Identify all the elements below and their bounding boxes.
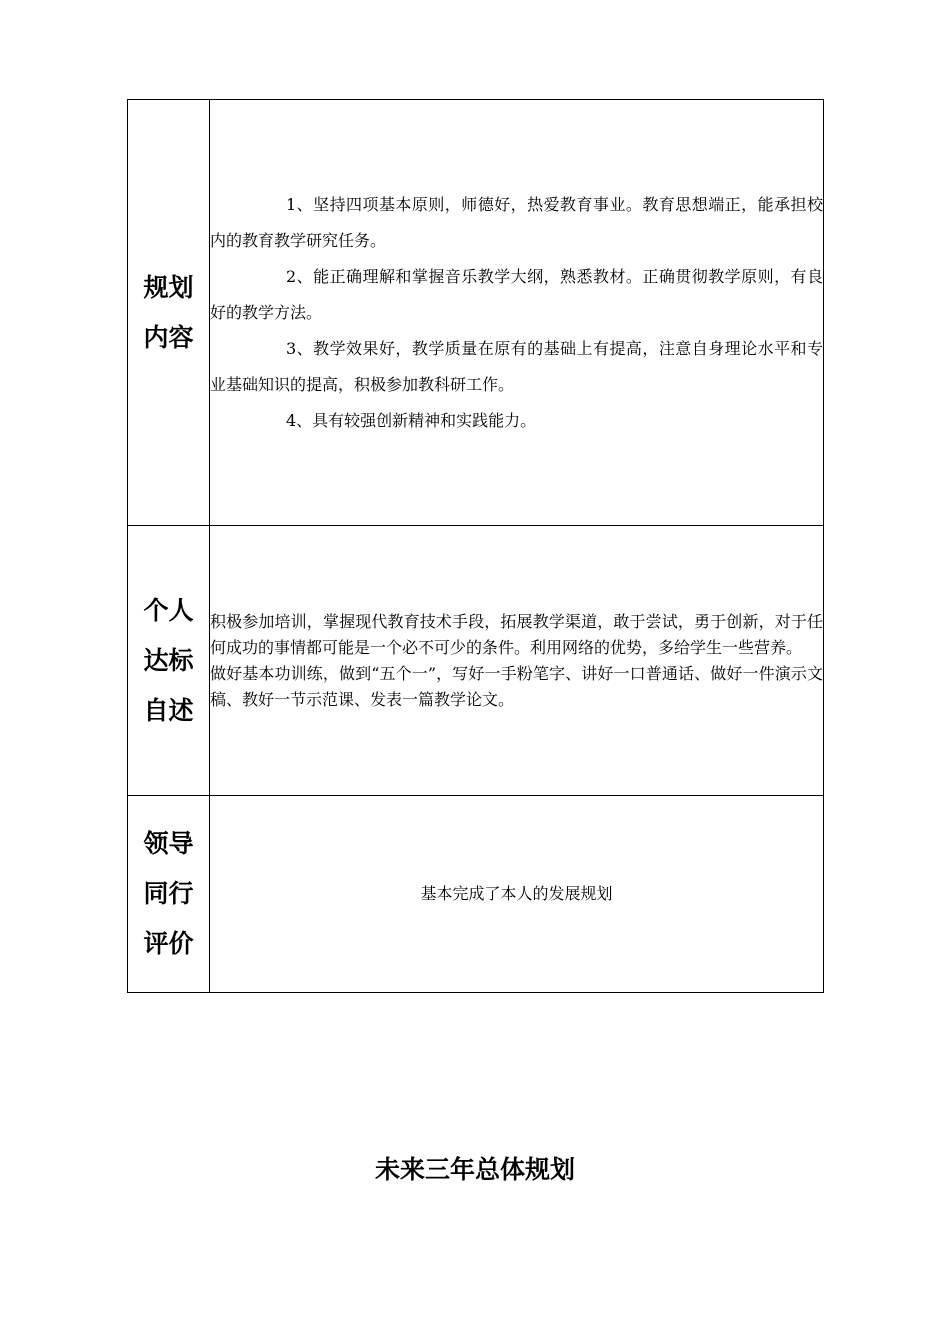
- evaluation-label-cell: [128, 796, 210, 993]
- self-assessment-paragraph: 积极参加培训，掌握现代教育技术手段，拓展教学渠道，敢于尝试，勇于创新，对于任何成功的事情都可能是一个必不可少的条件。利用网络的优势，多给学生一些营养。: [210, 611, 823, 657]
- self-assessment-row: [128, 526, 824, 796]
- plan-content-cell: [210, 100, 824, 526]
- plan-item: 4、具有较强创新精神和实践能力。: [286, 410, 537, 430]
- plan-item: 3、教学效果好，教学质量在原有的基础上有提高，注意自身理论水平和专业基础知识的提高，积极参加教科研工作。: [210, 338, 823, 394]
- self-assessment-label: 个人达标自述: [143, 595, 194, 725]
- plan-row: [128, 100, 824, 526]
- plan-item: 1、坚持四项基本原则，师德好，热爱教育事业。教育思想端正，能承担校内的教育教学研究任务。: [210, 194, 823, 250]
- evaluation-label: 领导同行评价: [143, 829, 194, 958]
- section-title: 未来三年总体规划: [374, 1155, 575, 1184]
- plan-label-cell: [128, 100, 210, 526]
- self-assessment-paragraph: 做好基本功训练，做到“五个一”，写好一手粉笔字、讲好一口普通话、做好一件演示文稿、教好一节示范课、发表一篇教学论文。: [210, 663, 823, 709]
- plan-item: 2、能正确理解和掌握音乐教学大纲，熟悉教材。正确贯彻教学原则，有良好的教学方法。: [210, 266, 823, 322]
- evaluation-content-cell: [210, 796, 824, 993]
- self-assessment-content-cell: [210, 526, 824, 796]
- evaluation-row: [128, 796, 824, 993]
- evaluation-text: 基本完成了本人的发展规划: [420, 884, 613, 903]
- development-plan-table: [127, 99, 824, 993]
- self-assessment-label-cell: [128, 526, 210, 796]
- plan-label: 规划内容: [143, 272, 194, 352]
